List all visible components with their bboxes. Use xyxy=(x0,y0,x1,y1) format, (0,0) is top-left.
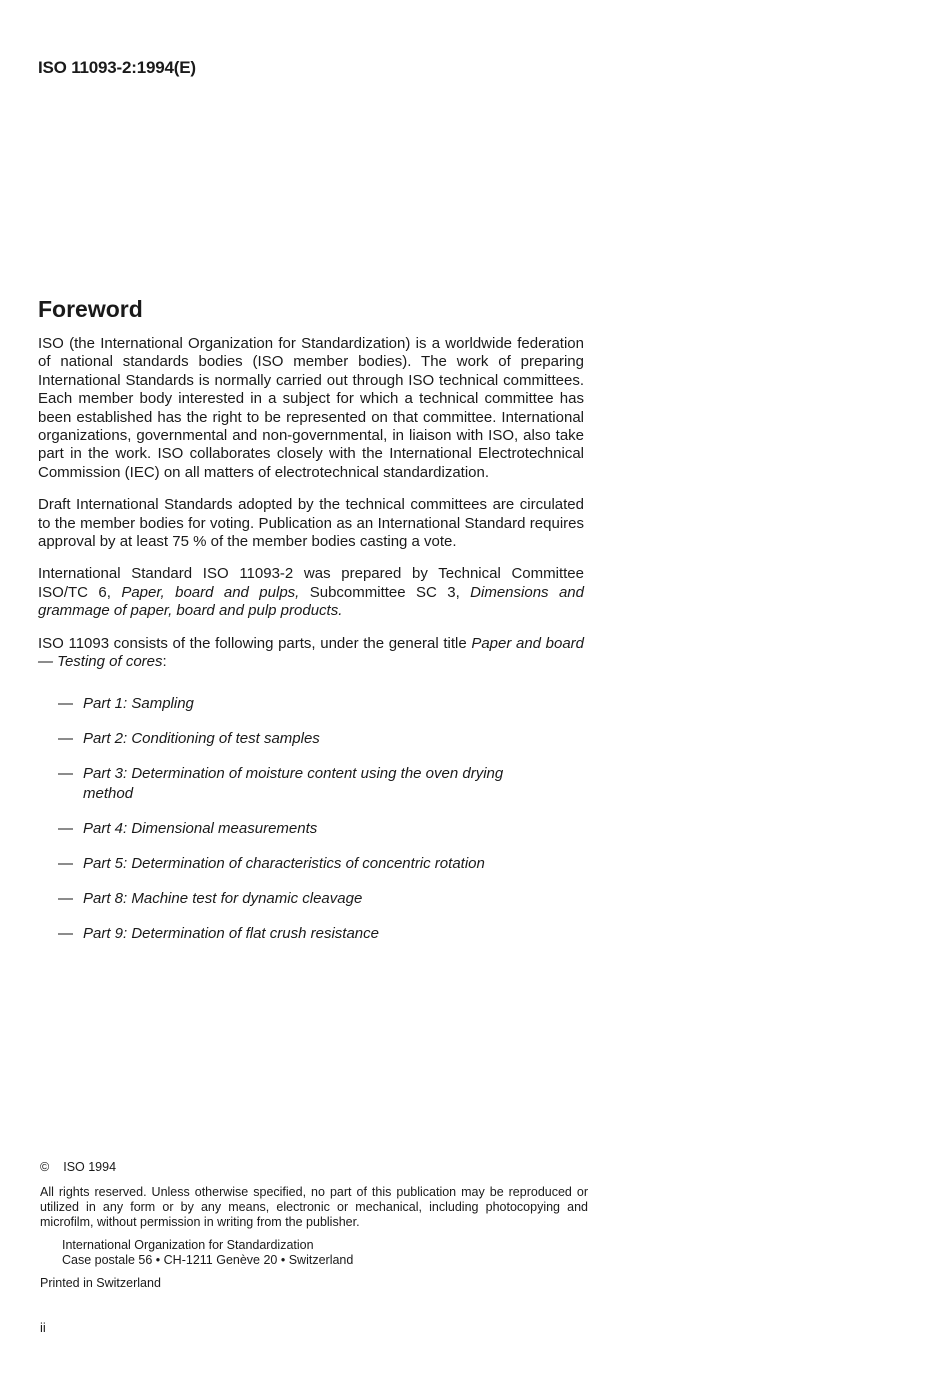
list-dash: — xyxy=(58,819,73,837)
copyright-block xyxy=(40,1160,588,1291)
p4-text-a: ISO 11093 consists of the following parts, under the general title xyxy=(38,634,472,652)
printed-in: Printed in Switzerland xyxy=(40,1276,161,1290)
copyright-notice xyxy=(40,1160,588,1175)
list-item xyxy=(38,764,553,804)
list-dash: — xyxy=(58,729,73,747)
part-title: Part 8: Machine test for dynamic cleavage xyxy=(83,889,363,907)
list-dash: — xyxy=(58,694,73,712)
p4-general-title: Paper and board — Testing of cores xyxy=(38,634,584,671)
page-number: ii xyxy=(40,1320,46,1335)
part-title: Part 5: Determination of characteristics of concentric rotation xyxy=(83,854,485,872)
p4-text-c: : xyxy=(162,653,167,671)
list-item xyxy=(38,854,553,874)
foreword-body xyxy=(38,335,584,959)
p3-text-a: International Standard ISO 11093-2 was prepared by Technical Committee ISO/TC 6, xyxy=(38,565,584,601)
list-dash: — xyxy=(58,854,73,872)
list-dash: — xyxy=(58,924,73,942)
part-title: Part 1: Sampling xyxy=(83,694,194,712)
part-title: Part 2: Conditioning of test samples xyxy=(83,729,320,747)
publisher-postal-address: Case postale 56 • CH-1211 Genève 20 • Switzerland xyxy=(62,1253,354,1267)
p3-tc-title: Paper, board and pulps, xyxy=(121,583,300,601)
list-item xyxy=(38,694,553,714)
foreword-paragraph-1: ISO (the International Organization for Standardization) is a worldwide federation of national standards bodies (ISO member bodies). The work of preparing International Standards is normally carried out through ISO technical committees. Each member body interested in a subject for which a technical committee has been established has the right to be represented on that committee. International organizations, governmental and non-governmental, in liaison with ISO, also take part in the work. ISO collaborates closely with the International Electrotechnical Commission (IEC) on all matters of electrotechnical standardization. xyxy=(38,335,584,481)
part-title: Part 4: Dimensional measurements xyxy=(83,819,318,837)
publisher-address xyxy=(62,1238,588,1268)
document-id: ISO 11093-2:1994(E) xyxy=(38,58,196,77)
list-item xyxy=(38,729,553,749)
list-item xyxy=(38,819,553,839)
copyright-year: ISO 1994 xyxy=(63,1160,117,1174)
parts-list xyxy=(38,694,584,944)
publisher-name: International Organization for Standardization xyxy=(62,1238,314,1252)
foreword-heading: Foreword xyxy=(38,296,143,322)
foreword-paragraph-4 xyxy=(38,635,584,672)
p3-text-c: Subcommittee SC 3, xyxy=(299,583,471,601)
list-item xyxy=(38,889,553,909)
part-title: Part 3: Determination of moisture content using the oven drying method xyxy=(83,764,504,802)
list-dash: — xyxy=(58,889,73,907)
p3-sc-title: Dimensions and grammage of paper, board and pulp products. xyxy=(38,583,584,620)
part-title: Part 9: Determination of flat crush resistance xyxy=(83,924,379,942)
foreword-paragraph-3 xyxy=(38,565,584,620)
foreword-paragraph-2: Draft International Standards adopted by the technical committees are circulated to the member bodies for voting. Publication as an International Standard requires approval by at least 75 % of the member bodies casting a vote. xyxy=(38,496,584,551)
rights-statement: All rights reserved. Unless otherwise specified, no part of this publication may be reproduced or utilized in any form or by any means, electronic or mechanical, including photocopying and microfilm, without permission in writing from the publisher. xyxy=(40,1185,588,1229)
list-item xyxy=(38,924,553,944)
copyright-symbol: © xyxy=(40,1160,50,1174)
list-dash: — xyxy=(58,764,73,782)
